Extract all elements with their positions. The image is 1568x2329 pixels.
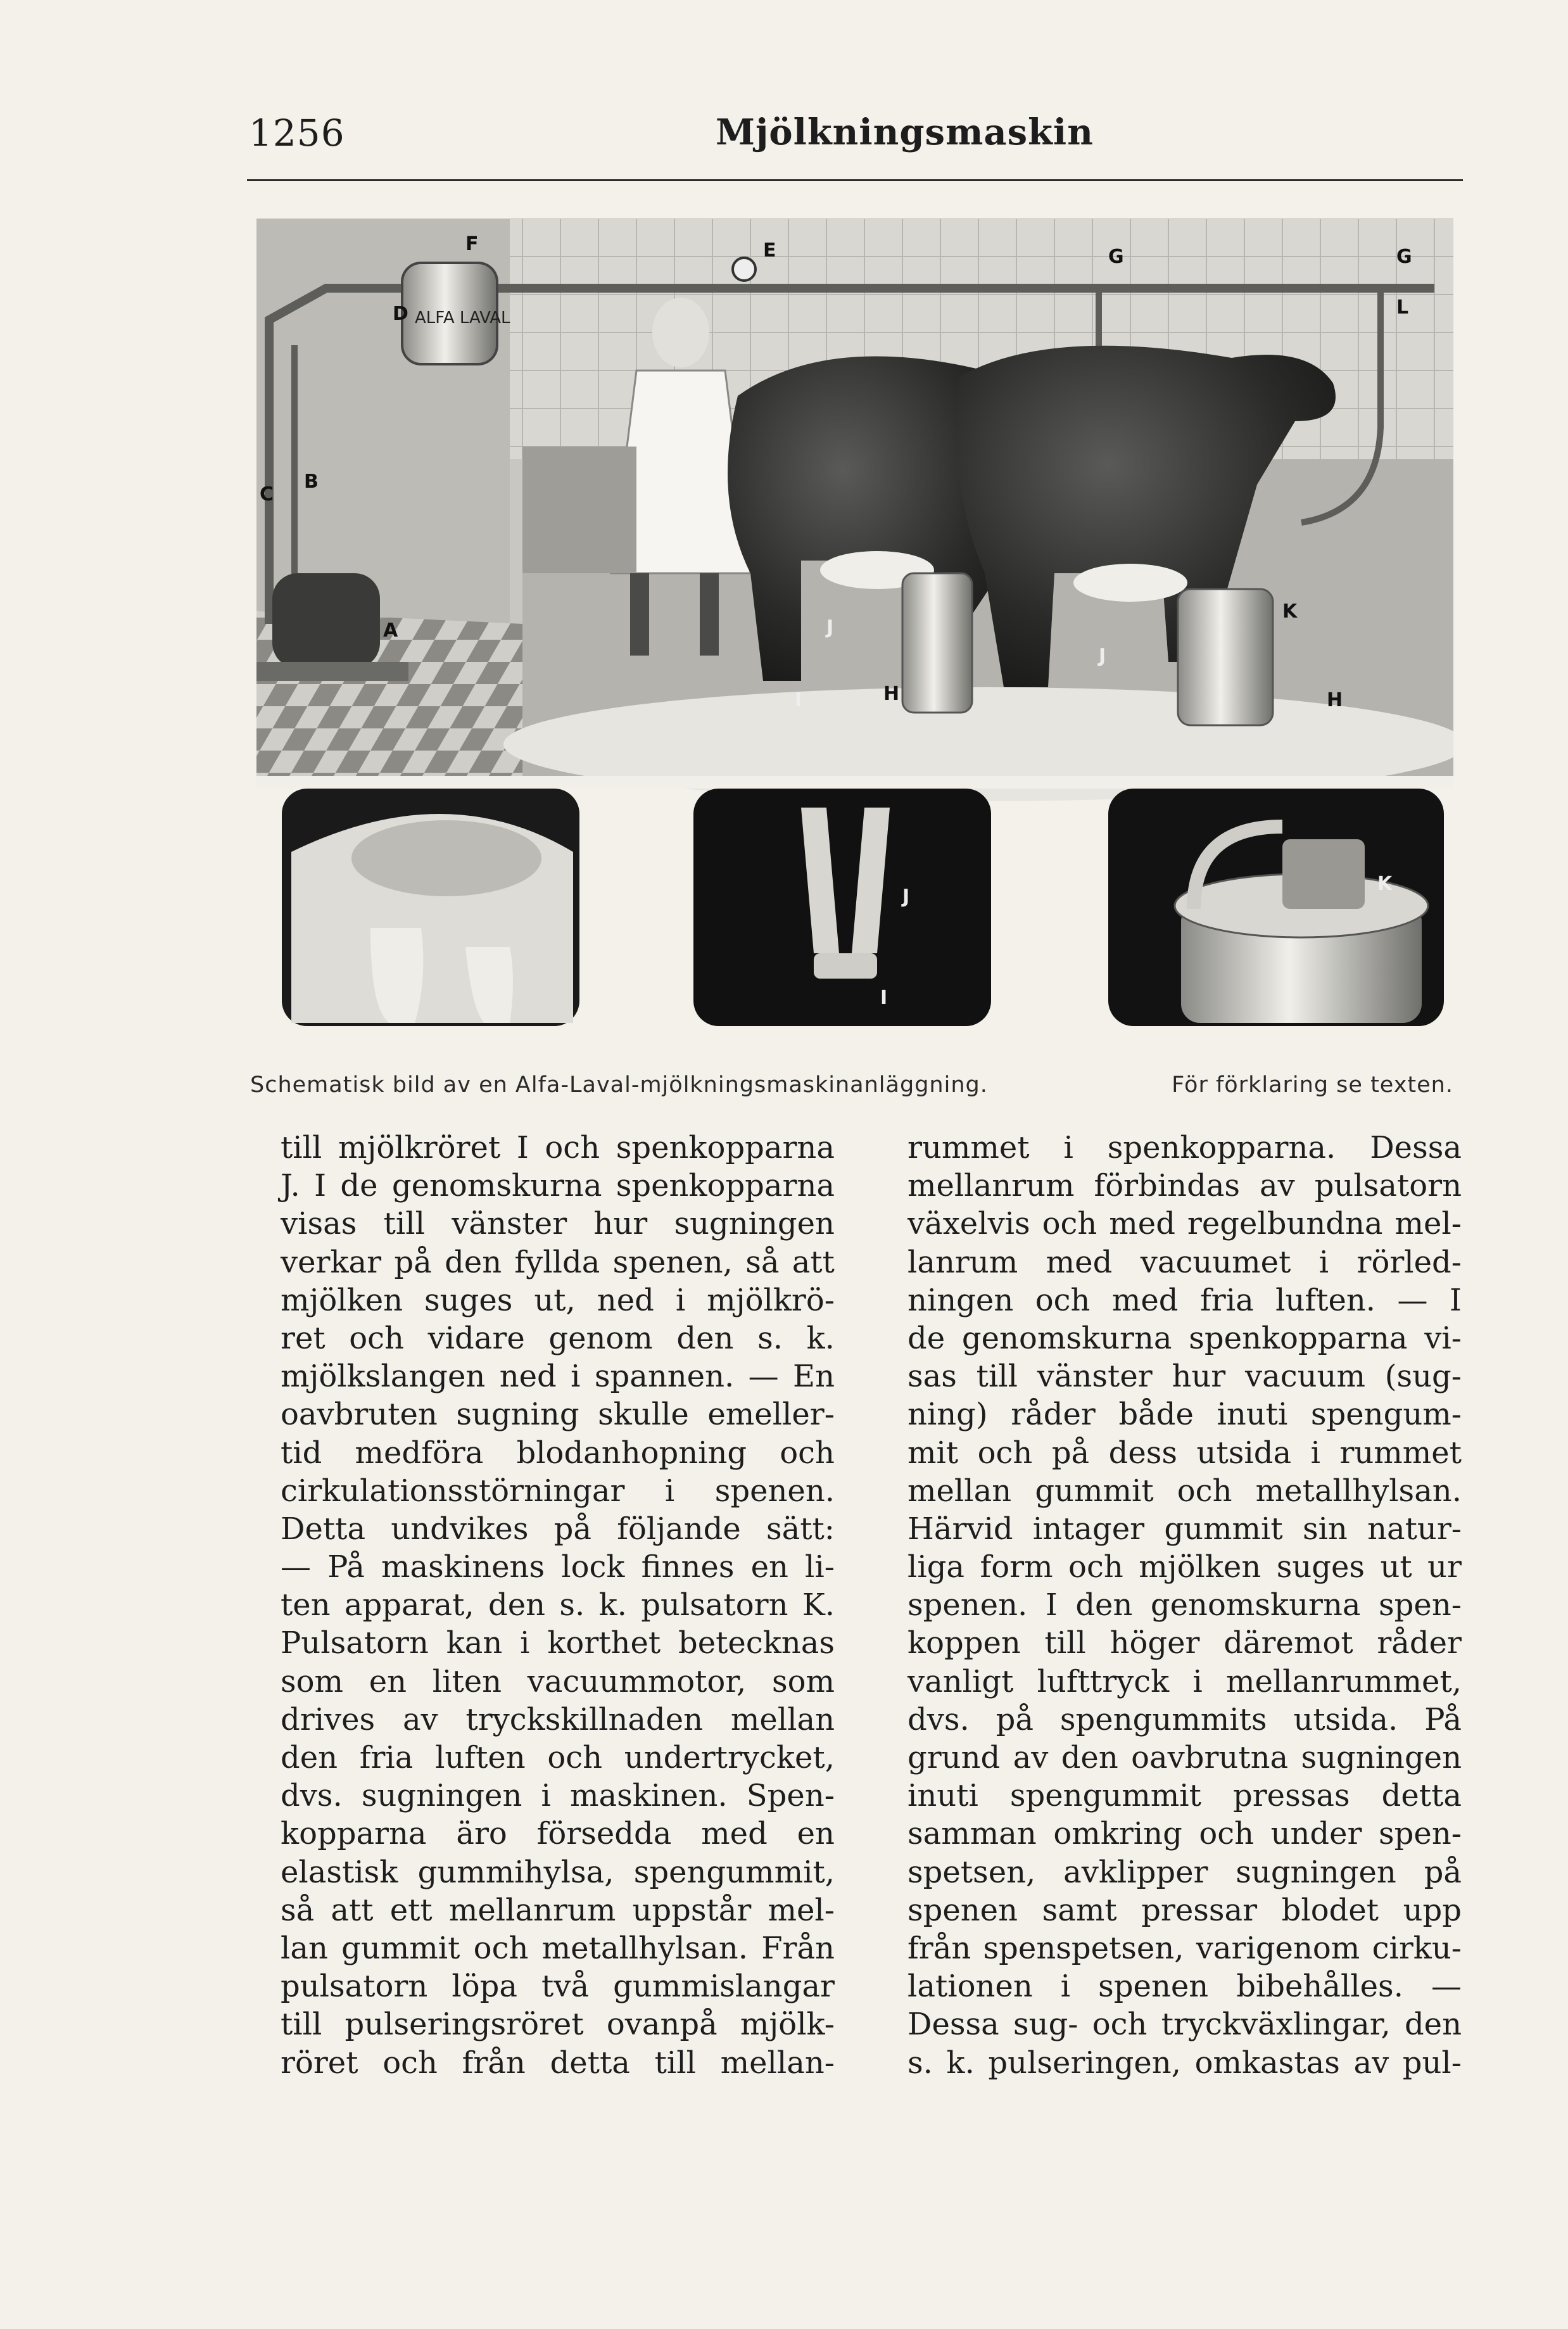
text-line: mjölkslangen ned i spannen. — En <box>281 1359 835 1395</box>
text-line: från spenspetsen, varigenom cirku- <box>907 1930 1462 1966</box>
label-h-left: H <box>883 683 900 705</box>
text-line: kopparna äro försedda med en <box>281 1816 835 1852</box>
label-a: A <box>383 619 398 642</box>
text-line: inuti spengummit pressas detta <box>907 1778 1462 1814</box>
label-j-inset: J <box>902 885 910 908</box>
text-line: ningen och med fria luften. — I <box>907 1282 1462 1318</box>
text-line: som en liten vacuummotor, som <box>281 1663 835 1699</box>
label-b: B <box>304 471 319 493</box>
inset-pulsator <box>1108 789 1444 1026</box>
text-line: samman omkring och under spen- <box>907 1816 1462 1852</box>
text-line: grund av den oavbrutna sugningen <box>907 1740 1462 1775</box>
text-line: pulsatorn löpa två gummislangar <box>281 1969 835 2005</box>
inset-teat-cup-section <box>693 789 991 1026</box>
text-line: lanrum med vacuumet i rörled- <box>907 1244 1462 1280</box>
text-line: liga form och mjölken suges ut ur <box>907 1549 1462 1585</box>
label-g-left: G <box>1108 246 1124 268</box>
text-line: — På maskinens lock finnes en li- <box>281 1549 835 1585</box>
text-line: cirkulationsstörningar i spenen. <box>281 1473 835 1509</box>
text-line: J. I de genomskurna spenkopparna <box>281 1168 835 1204</box>
text-column-right <box>907 1129 1462 2082</box>
text-line: ning) råder både inuti spengum- <box>907 1397 1462 1433</box>
text-line: dvs. sugningen i maskinen. Spen- <box>281 1778 835 1814</box>
label-k: K <box>1282 600 1298 623</box>
text-line: spetsen, avklipper sugningen på <box>907 1854 1462 1890</box>
text-line: lationen i spenen bibehålles. — <box>907 1969 1462 2005</box>
text-line: till pulseringsröret ovanpå mjölk- <box>281 2007 835 2043</box>
milking-machine-illustration <box>256 219 1453 1036</box>
text-line: den fria luften och undertrycket, <box>281 1740 835 1775</box>
text-line: koppen till höger däremot råder <box>907 1625 1462 1661</box>
text-line: verkar på den fyllda spenen, så att <box>281 1244 835 1280</box>
label-k-inset: K <box>1377 873 1393 895</box>
tank-brand-label: ALFA LAVAL <box>415 308 510 327</box>
label-e: E <box>763 239 776 262</box>
text-line: mjölken suges ut, ned i mjölkrö- <box>281 1282 835 1318</box>
text-line: mellan gummit och metallhylsan. <box>907 1473 1462 1509</box>
text-line: elastisk gummihylsa, spengummit, <box>281 1854 835 1890</box>
label-d: D <box>393 303 408 325</box>
text-line: mellanrum förbindas av pulsatorn <box>907 1168 1462 1204</box>
text-line: ret och vidare genom den s. k. <box>281 1320 835 1356</box>
text-line: de genomskurna spenkopparna vi- <box>907 1320 1462 1356</box>
label-i-inset: I <box>880 987 888 1009</box>
text-line: lan gummit och metallhylsan. Från <box>281 1930 835 1966</box>
text-line: röret och från detta till mellan- <box>281 2045 835 2081</box>
text-column-left <box>281 1129 835 2082</box>
text-line: spenen samt pressar blodet upp <box>907 1892 1462 1928</box>
text-line: Detta undvikes på följande sätt: <box>281 1511 835 1547</box>
text-line: oavbruten sugning skulle emeller- <box>281 1397 835 1433</box>
label-j-right: J <box>1099 645 1106 667</box>
text-line: sas till vänster hur vacuum (sug- <box>907 1359 1462 1395</box>
text-line: visas till vänster hur sugningen <box>281 1206 835 1242</box>
label-c: C <box>260 483 274 505</box>
text-line: ten apparat, den s. k. pulsatorn K. <box>281 1587 835 1623</box>
figure-caption <box>250 1072 1453 1098</box>
caption-reference: För förklaring se texten. <box>1172 1072 1453 1098</box>
text-line: dvs. på spengummits utsida. På <box>907 1701 1462 1737</box>
text-line: Härvid intager gummit sin natur- <box>907 1511 1462 1547</box>
text-line: mit och på dess utsida i rummet <box>907 1435 1462 1471</box>
label-h-right: H <box>1327 689 1343 711</box>
text-line: spenen. I den genomskurna spen- <box>907 1587 1462 1623</box>
text-line: vanligt lufttryck i mellanrummet, <box>907 1663 1462 1699</box>
caption-text: Schematisk bild av en Alfa-Laval-mjölkningsmaskinanläggning. <box>250 1072 988 1098</box>
barn-scene <box>256 219 1453 801</box>
header-rule <box>247 179 1463 181</box>
text-line: växelvis och med regelbundna mel- <box>907 1206 1462 1242</box>
text-line: Dessa sug- och tryckväxlingar, den <box>907 2007 1462 2043</box>
page-number: 1256 <box>249 111 345 155</box>
label-g-right: G <box>1396 246 1412 268</box>
label-f: F <box>465 233 479 255</box>
text-line: Pulsatorn kan i korthet betecknas <box>281 1625 835 1661</box>
text-line: till mjölkröret I och spenkopparna <box>281 1130 835 1165</box>
text-line: tid medföra blodanhopning och <box>281 1435 835 1471</box>
running-head: Mjölkningsmaskin <box>716 111 1094 153</box>
label-j-left: J <box>826 616 834 638</box>
label-i: I <box>795 689 802 711</box>
text-line: drives av tryckskillnaden mellan <box>281 1701 835 1737</box>
label-l: L <box>1396 296 1409 319</box>
text-line: så att ett mellanrum uppstår mel- <box>281 1892 835 1928</box>
inset-udder-section <box>282 789 579 1026</box>
text-line: rummet i spenkopparna. Dessa <box>907 1130 1462 1165</box>
text-line: s. k. pulseringen, omkastas av pul- <box>907 2045 1462 2081</box>
